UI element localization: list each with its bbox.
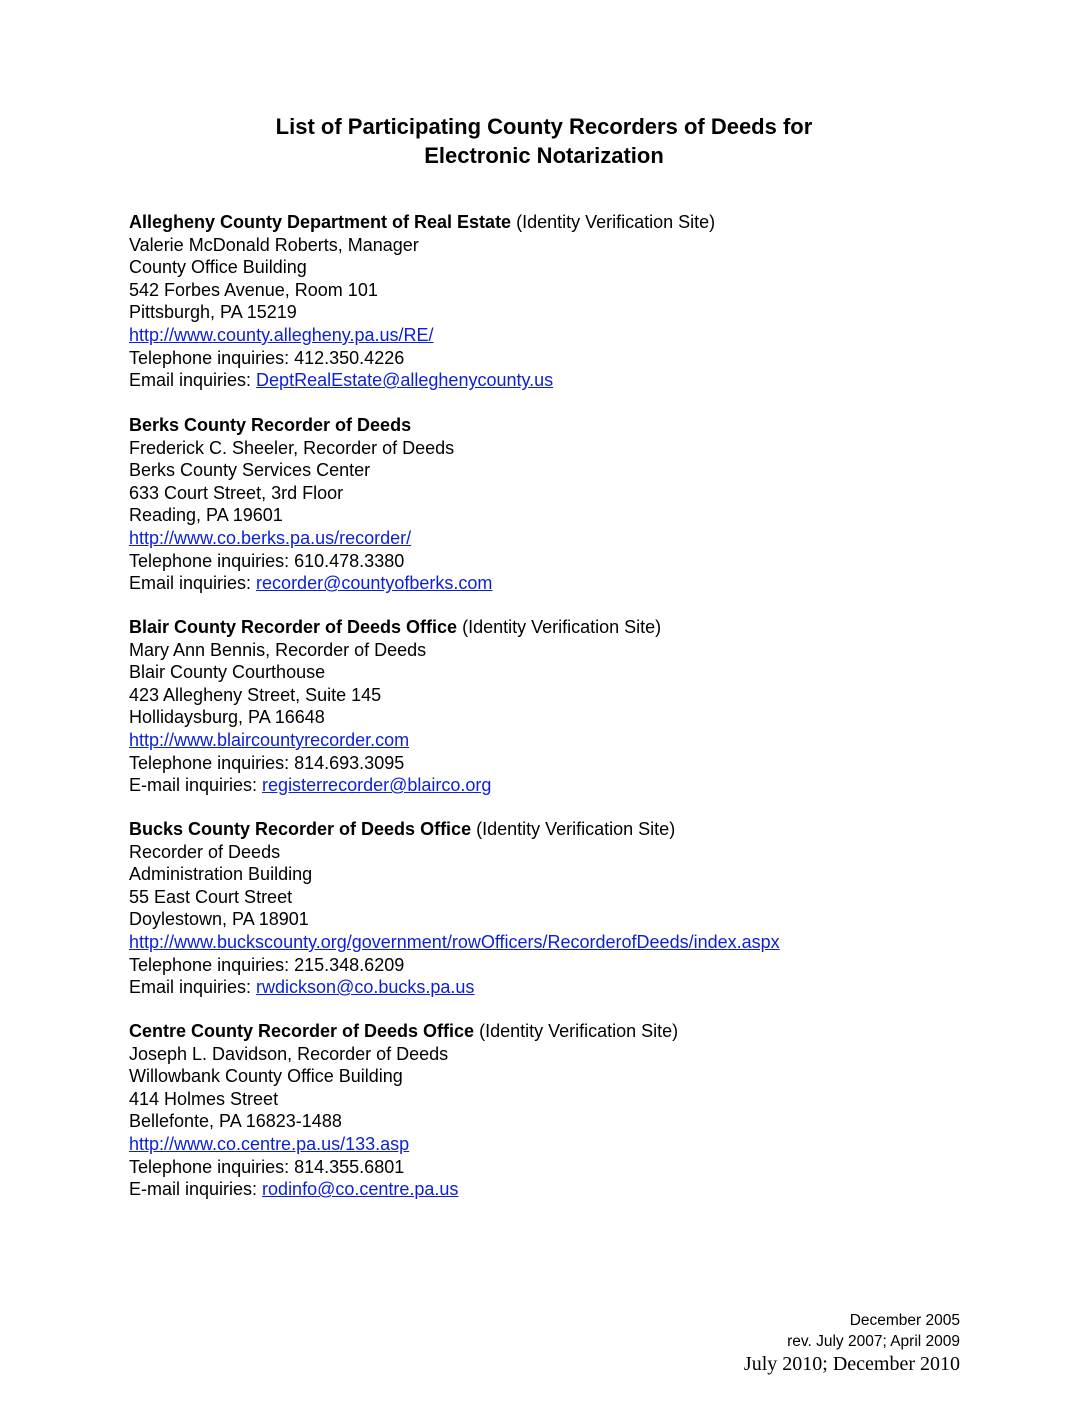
email-label: E-mail inquiries:: [129, 1179, 263, 1200]
office-note: (Identity Verification Site): [474, 1021, 679, 1041]
contact-name: Valerie McDonald Roberts, Manager: [129, 234, 419, 255]
phone: Telephone inquiries: 412.350.4226: [129, 347, 405, 368]
website-link[interactable]: http://www.buckscounty.org/government/rowOfficers/RecorderofDeeds/index.aspx: [129, 931, 780, 952]
office-note: (Identity Verification Site): [471, 819, 676, 839]
revision-footer: [744, 1310, 960, 1376]
website-link[interactable]: http://www.blaircountyrecorder.com: [129, 729, 410, 750]
city-state-zip: Hollidaysburg, PA 16648: [129, 707, 325, 728]
contact-name: Recorder of Deeds: [129, 841, 281, 862]
building: Berks County Services Center: [129, 460, 371, 481]
street-address: 423 Allegheny Street, Suite 145: [129, 684, 382, 705]
email-link[interactable]: rodinfo@co.centre.pa.us: [262, 1179, 459, 1200]
email-link[interactable]: rwdickson@co.bucks.pa.us: [256, 977, 475, 998]
title-line-2: Electronic Notarization: [424, 143, 664, 168]
website-link[interactable]: http://www.county.allegheny.pa.us/RE/: [129, 324, 434, 345]
email-link[interactable]: registerrecorder@blairco.org: [262, 775, 492, 796]
county-entry-berks: [129, 414, 492, 595]
title-line-1: List of Participating County Recorders of Deeds for: [275, 114, 813, 139]
contact-name: Frederick C. Sheeler, Recorder of Deeds: [129, 437, 455, 458]
office-name: Bucks County Recorder of Deeds Office: [129, 819, 472, 839]
email-label: E-mail inquiries:: [129, 775, 263, 796]
office-name: Centre County Recorder of Deeds Office: [129, 1021, 475, 1041]
building: Willowbank County Office Building: [129, 1066, 403, 1087]
building: County Office Building: [129, 257, 307, 278]
office-note: (Identity Verification Site): [457, 617, 662, 637]
footer-revisions: rev. July 2007; April 2009: [787, 1333, 960, 1350]
city-state-zip: Pittsburgh, PA 15219: [129, 302, 297, 323]
building: Administration Building: [129, 864, 313, 885]
office-name: Berks County Recorder of Deeds: [129, 415, 412, 435]
website-link[interactable]: http://www.co.centre.pa.us/133.asp: [129, 1133, 410, 1154]
footer-revisions-handwritten: July 2010; December 2010: [743, 1353, 960, 1375]
phone: Telephone inquiries: 814.693.3095: [129, 752, 405, 773]
document-title: [0, 112, 1088, 170]
email-label: Email inquiries:: [129, 977, 257, 998]
phone: Telephone inquiries: 814.355.6801: [129, 1156, 405, 1177]
email-link[interactable]: DeptRealEstate@alleghenycounty.us: [256, 370, 554, 391]
county-entry-bucks: [129, 818, 780, 999]
street-address: 542 Forbes Avenue, Room 101: [129, 279, 378, 300]
city-state-zip: Bellefonte, PA 16823-1488: [129, 1111, 342, 1132]
county-entry-centre: [129, 1020, 678, 1201]
city-state-zip: Doylestown, PA 18901: [129, 909, 309, 930]
street-address: 55 East Court Street: [129, 886, 293, 907]
office-name: Allegheny County Department of Real Estate: [129, 212, 512, 232]
city-state-zip: Reading, PA 19601: [129, 505, 283, 526]
building: Blair County Courthouse: [129, 662, 326, 683]
street-address: 414 Holmes Street: [129, 1088, 279, 1109]
street-address: 633 Court Street, 3rd Floor: [129, 482, 344, 503]
website-link[interactable]: http://www.co.berks.pa.us/recorder/: [129, 527, 412, 548]
footer-date: December 2005: [849, 1312, 960, 1329]
email-label: Email inquiries:: [129, 370, 257, 391]
office-note: (Identity Verification Site): [511, 212, 716, 232]
county-entry-allegheny: [129, 211, 715, 392]
contact-name: Mary Ann Bennis, Recorder of Deeds: [129, 639, 427, 660]
office-name: Blair County Recorder of Deeds Office: [129, 617, 458, 637]
county-entry-blair: [129, 616, 661, 797]
contact-name: Joseph L. Davidson, Recorder of Deeds: [129, 1043, 449, 1064]
email-link[interactable]: recorder@countyofberks.com: [256, 573, 493, 594]
phone: Telephone inquiries: 610.478.3380: [129, 550, 405, 571]
phone: Telephone inquiries: 215.348.6209: [129, 954, 405, 975]
email-label: Email inquiries:: [129, 573, 257, 594]
